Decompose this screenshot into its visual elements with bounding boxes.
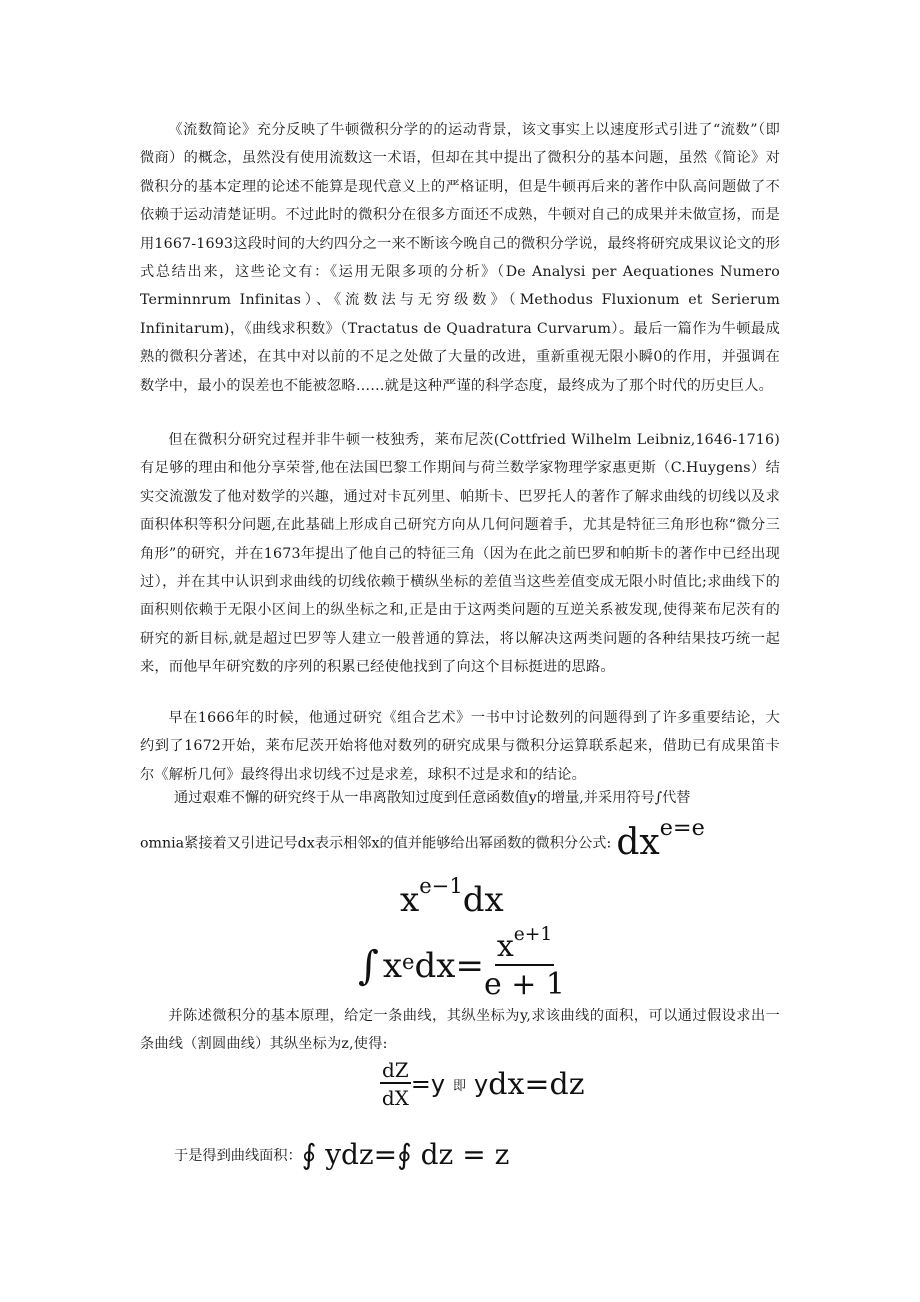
power-formula-line	[140, 815, 705, 863]
formula-power-integral: ∫ x $^e$ dx= $\frac{x^{e+1}}{e + 1}$	[358, 924, 566, 1002]
paragraph-fundamental-principle: 并陈述微积分的基本原理，给定一条曲线，其纵坐标为y,求该曲线的面积，可以通过假设求出一条曲线（割圆曲线）其纵坐标为z,使得:	[140, 1008, 780, 1053]
symbol-dx: dx	[488, 1066, 525, 1102]
integral-result-fraction	[483, 924, 566, 1002]
fraction-numerator-x: x	[496, 929, 514, 964]
formula-dx: dx	[616, 822, 660, 863]
power-formula-intro: omnia紧接着又引进记号dx表示相邻x的值并能够给出幂函数的微积分公式:	[140, 835, 612, 852]
formula-contour-integral: ∮ ydz=∮ dz = z	[301, 1138, 510, 1171]
formula-power-derivative	[400, 873, 504, 920]
fraction-numerator-exponent: e+1	[513, 924, 553, 946]
paragraph-leibniz-intro: 但在微积分研究过程并非牛顿一枝独秀，莱布尼茨(Cottfried Wilhelm Leibniz,1646-1716)有足够的理由和他分享荣誉,他在法国巴黎工作期间与荷兰数学家物理学家惠更斯（C.Huygens）结实交流激发了他对数学的兴趣，通过对卡瓦列里、帕斯卡、巴罗托人的著作了解求曲线的切线以及求面积体积等积分问题,在此基础上形成自己研究方向从几何问题着手，尤其是特征三角形也称“微分三角形”的研究，并在1673年提出了他自己的特征三角（因为在此之前巴罗和帕斯卡的著作中已经出现过），并在其中认识到求曲线的切线依赖于横纵坐标的差值当这些差值变成无限小时值比;求曲线下的面积则依赖于无限小区间上的纵坐标之和,正是由于这两类问题的互逆关系被发现,使得莱布尼茨有的研究的新目标,就是超过巴罗等人建立一般普通的算法，将以解决这两类问题的各种结果技巧统一起来，而他早年研究数的序列的积累已经使他找到了向这个目标挺进的思路。	[140, 432, 780, 676]
paragraph-combinatorics: 早在1666年的时候，他通过研究《组合艺术》一书中讨论数列的问题得到了许多重要结论，大约到了1672开始，莱布尼茨开始将他对数列的研究成果与微积分运算联系起来，借助已有成果笛卡尔《解析几何》最终得出求切线不过是求差，球积不过是求和的结论。	[140, 710, 780, 783]
formula-dz-dx	[380, 1060, 585, 1108]
equals-y: =y	[410, 1070, 446, 1098]
word-ji: 即	[453, 1078, 467, 1094]
integrand-dx: dx=	[414, 946, 484, 986]
formula-exponent: e−1	[419, 873, 463, 899]
area-formula-line	[174, 1138, 509, 1171]
formula-x: x	[400, 880, 420, 920]
formula-dx-sup: e=e	[659, 815, 705, 842]
formula-dx-tail: dx	[462, 880, 504, 920]
equals-dz: =dz	[524, 1066, 585, 1102]
dz-dx-fraction	[380, 1060, 411, 1108]
symbol-y: y	[474, 1070, 489, 1098]
integrand-x: x	[382, 946, 403, 986]
paragraph-newton-fluxions: 《流数简论》充分反映了牛顿微积分学的的运动背景，该文事实上以速度形式引进了“流数”（即微商）的概念，虽然没有使用流数这一术语，但却在其中提出了微积分的基本问题，虽然《简论》对微积分的基本定理的论述不能算是现代意义上的严格证明，但是牛顿再后来的著作中队高问题做了不依赖于运动清楚证明。不过此时的微积分在很多方面还不成熟，牛顿对自己的成果并未做宣扬，而是用1667-1693这段时间的大约四分之一来不断该今晚自己的微积分学说，最终将研究成果议论文的形式总结出来，这些论文有：《运用无限多项的分析》（De Analysi per Aequationes Numero Terminnrum Infinitas）、《流数法与无穷级数》（Methodus Fluxionum et Serierum Infinitarum)，《曲线求积数》（Tractatus de Quadratura Curvarum）。最后一篇作为牛顿最成熟的微积分著述，在其中对以前的不足之处做了大量的改进，重新重视无限小瞬0的作用，并强调在数学中，最小的误差也不能被忽略……就是这种严谨的科学态度，最终成为了那个时代的历史巨人。	[140, 122, 780, 394]
fraction-dz: dZ	[382, 1058, 409, 1082]
area-formula-intro: 于是得到曲线面积：	[174, 1147, 302, 1164]
integral-sign: ∫	[358, 943, 379, 989]
fraction-dx: dX	[381, 1086, 409, 1110]
fraction-denominator: e + 1	[483, 967, 566, 1002]
paragraph-integral-symbol: 通过艰难不懈的研究终于从一串离散知过度到任意函数值y的增量,并采用符号∫代替	[174, 790, 691, 806]
